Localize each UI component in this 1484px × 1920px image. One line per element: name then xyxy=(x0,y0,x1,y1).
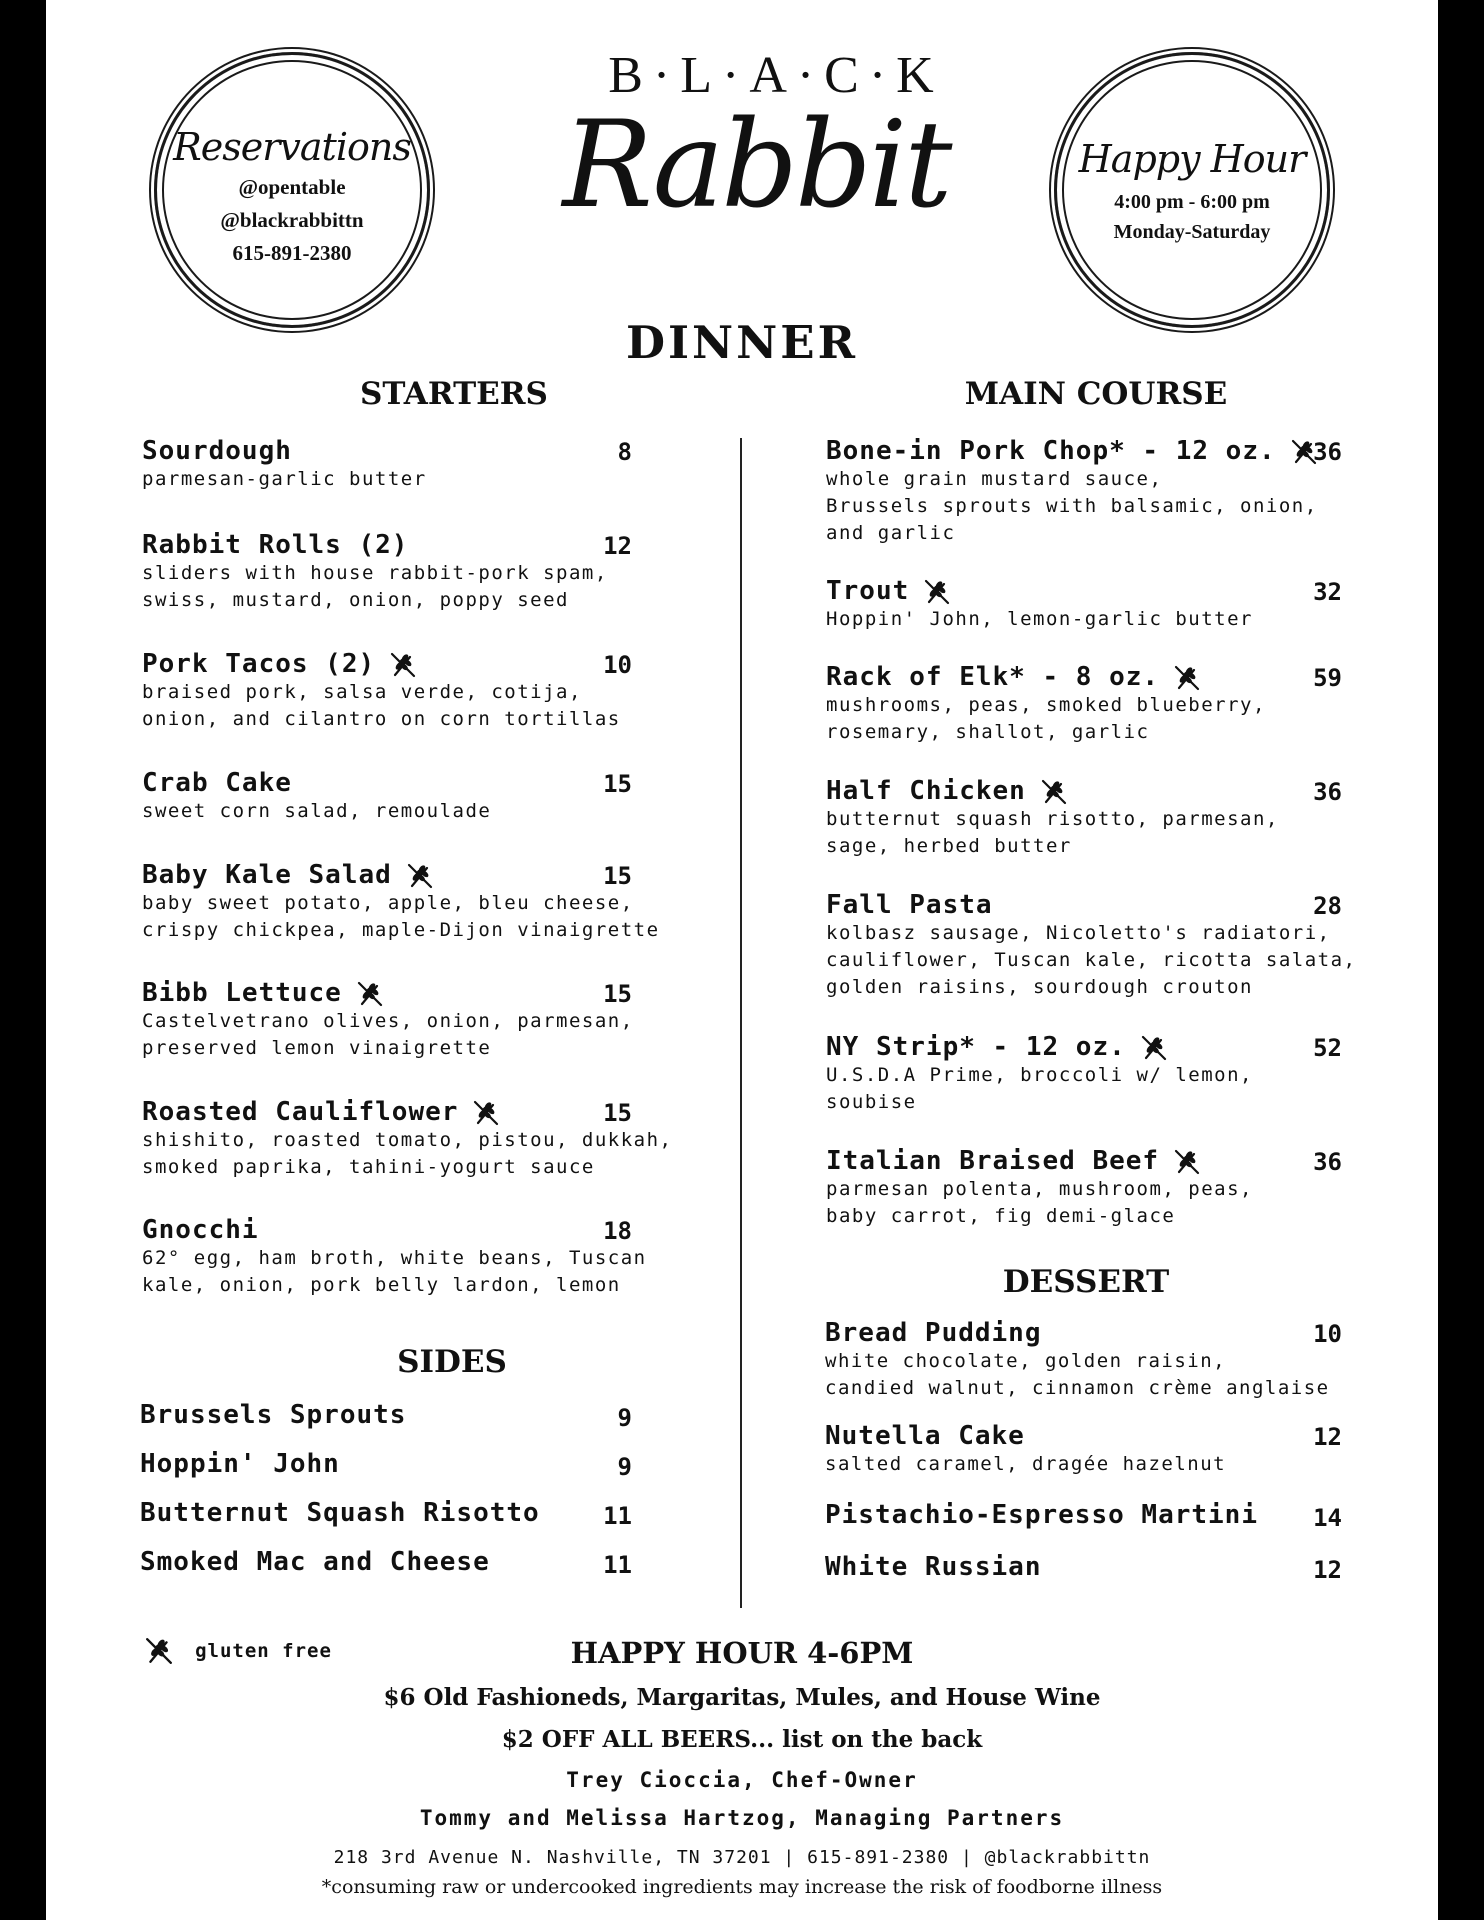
gluten-free-icon xyxy=(472,1099,500,1127)
side-item xyxy=(140,1498,720,1528)
item-desc: white chocolate, golden raisin, candied walnut, cinnamon crème anglaise xyxy=(825,1350,1330,1399)
item-desc: parmesan polenta, mushroom, peas, baby carrot, fig demi-glace xyxy=(826,1178,1253,1227)
item-name: Half Chicken xyxy=(826,776,1406,806)
menu-item xyxy=(142,436,722,493)
item-name: Baby Kale Salad xyxy=(142,860,722,890)
menu-item xyxy=(826,776,1406,860)
gluten-free-icon xyxy=(923,578,951,606)
item-desc: sweet corn salad, remoulade xyxy=(142,800,492,822)
item-name: Pork Tacos (2) xyxy=(142,649,722,679)
legend-label: gluten free xyxy=(195,1640,332,1662)
item-price: 10 xyxy=(1313,1320,1342,1348)
side-item xyxy=(140,1547,720,1577)
menu-item xyxy=(825,1552,1415,1582)
item-name: Bread Pudding xyxy=(825,1318,1042,1348)
gluten-free-icon xyxy=(1040,778,1068,806)
drinks-line: $6 Old Fashioneds, Margaritas, Mules, and House Wine xyxy=(383,1684,1101,1711)
menu-item xyxy=(826,890,1406,1001)
menu-item xyxy=(142,768,722,825)
happy-hour-badge xyxy=(1054,52,1330,328)
item-desc: salted caramel, dragée hazelnut xyxy=(825,1453,1227,1475)
item-price: 32 xyxy=(1313,578,1342,606)
item-name: Rabbit Rolls (2) xyxy=(142,530,409,560)
side-item xyxy=(140,1449,720,1479)
brand-logo: Rabbit xyxy=(562,96,950,235)
address-line: 218 3rd Avenue N. Nashville, TN 37201 | 615-891-2380 | @blackrabbittn xyxy=(333,1847,1151,1868)
item-name: Nutella Cake xyxy=(825,1421,1025,1451)
reservations-opentable: @opentable xyxy=(238,175,346,199)
happy-hour-time: 4:00 pm - 6:00 pm xyxy=(1114,191,1270,213)
item-price: 59 xyxy=(1313,664,1342,692)
item-desc: parmesan-garlic butter xyxy=(142,468,427,490)
item-name: Brussels Sprouts xyxy=(140,1400,407,1430)
item-name: Hoppin' John xyxy=(140,1449,340,1479)
menu-item xyxy=(142,649,722,733)
item-desc: butternut squash risotto, parmesan, sage, herbed butter xyxy=(826,808,1279,857)
main-course-heading: MAIN COURSE xyxy=(964,376,1228,412)
menu-item xyxy=(142,1097,722,1181)
gluten-free-icon xyxy=(1140,1034,1168,1062)
menu-item xyxy=(142,530,722,614)
item-name: Trout xyxy=(826,576,1406,606)
item-desc: U.S.D.A Prime, broccoli w/ lemon, soubise xyxy=(826,1064,1253,1113)
item-desc: Hoppin' John, lemon-garlic butter xyxy=(826,608,1253,630)
item-desc: shishito, roasted tomato, pistou, dukkah, smoked paprika, tahini-yogurt sauce xyxy=(142,1129,673,1178)
item-desc: braised pork, salsa verde, cotija, onion, and cilantro on corn tortillas xyxy=(142,681,621,730)
reservations-title: Reservations xyxy=(173,125,411,169)
item-name: Sourdough xyxy=(142,436,292,466)
item-desc: Castelvetrano olives, onion, parmesan, preserved lemon vinaigrette xyxy=(142,1010,634,1059)
partners-credit: Tommy and Melissa Hartzog, Managing Partners xyxy=(419,1806,1065,1830)
happy-hour-days: Monday-Saturday xyxy=(1113,221,1271,243)
menu-item xyxy=(825,1421,1415,1478)
starters-heading: STARTERS xyxy=(360,376,548,412)
gluten-free-icon xyxy=(406,862,434,890)
item-name: Smoked Mac and Cheese xyxy=(140,1547,490,1577)
item-name: Bibb Lettuce xyxy=(142,978,722,1008)
item-name: Gnocchi xyxy=(142,1215,259,1245)
menu-item xyxy=(142,860,722,944)
menu-item xyxy=(142,978,722,1062)
item-price: 12 xyxy=(603,532,632,560)
item-price: 8 xyxy=(617,438,632,466)
side-item xyxy=(140,1400,720,1430)
item-price: 11 xyxy=(603,1502,632,1530)
item-name: Fall Pasta xyxy=(826,890,993,920)
item-name: Butternut Squash Risotto xyxy=(140,1498,540,1528)
item-price: 9 xyxy=(617,1404,632,1432)
menu-item xyxy=(142,1215,722,1299)
item-name: Rack of Elk* - 8 oz. xyxy=(826,662,1406,692)
item-price: 36 xyxy=(1313,778,1342,806)
menu-page xyxy=(46,0,1438,1920)
item-price: 36 xyxy=(1313,1148,1342,1176)
item-price: 10 xyxy=(603,651,632,679)
item-name: Pistachio-Espresso Martini xyxy=(825,1500,1258,1530)
health-warning: *consuming raw or undercooked ingredients may increase the risk of foodborne illness xyxy=(321,1876,1163,1898)
sides-heading: SIDES xyxy=(397,1344,507,1380)
item-price: 14 xyxy=(1313,1504,1342,1532)
item-price: 28 xyxy=(1313,892,1342,920)
item-name: NY Strip* - 12 oz. xyxy=(826,1032,1406,1062)
item-price: 15 xyxy=(603,862,632,890)
happy-hour-title: Happy Hour xyxy=(1078,137,1306,181)
item-price: 11 xyxy=(603,1551,632,1579)
item-price: 52 xyxy=(1313,1034,1342,1062)
dessert-heading: DESSERT xyxy=(1002,1264,1170,1300)
beers-line: $2 OFF ALL BEERS... list on the back xyxy=(501,1726,983,1753)
item-price: 15 xyxy=(603,980,632,1008)
item-desc: mushrooms, peas, smoked blueberry, rosemary, shallot, garlic xyxy=(826,694,1266,743)
item-price: 12 xyxy=(1313,1556,1342,1584)
item-desc: whole grain mustard sauce, Brussels sprouts with balsamic, onion, and garlic xyxy=(826,468,1318,544)
item-price: 36 xyxy=(1313,438,1342,466)
item-name: Roasted Cauliflower xyxy=(142,1097,722,1127)
item-name: Bone-in Pork Chop* - 12 oz. xyxy=(826,436,1406,466)
item-price: 15 xyxy=(603,1099,632,1127)
item-price: 9 xyxy=(617,1453,632,1481)
item-name: Italian Braised Beef xyxy=(826,1146,1406,1176)
chef-credit: Trey Cioccia, Chef-Owner xyxy=(566,1768,918,1792)
item-name: White Russian xyxy=(825,1552,1042,1582)
gluten-free-icon xyxy=(1173,664,1201,692)
gluten-free-icon xyxy=(356,980,384,1008)
reservations-badge xyxy=(154,52,430,328)
menu-item xyxy=(826,1032,1406,1116)
reservations-phone: 615-891-2380 xyxy=(232,241,352,265)
page-title: DINNER xyxy=(625,316,859,369)
item-desc: sliders with house rabbit-pork spam, swiss, mustard, onion, poppy seed xyxy=(142,562,608,611)
menu-item xyxy=(826,436,1406,547)
menu-item xyxy=(826,576,1406,633)
menu-item xyxy=(825,1500,1415,1530)
menu-item xyxy=(825,1318,1415,1402)
reservations-handle: @blackrabbittn xyxy=(220,208,364,232)
column-divider xyxy=(740,438,742,1608)
menu-item xyxy=(826,1146,1406,1230)
menu-item xyxy=(826,662,1406,746)
gluten-free-icon xyxy=(389,651,417,679)
happy-hour-footer-title: HAPPY HOUR 4-6PM xyxy=(570,1636,914,1670)
item-price: 12 xyxy=(1313,1423,1342,1451)
item-desc: kolbasz sausage, Nicoletto's radiatori, cauliflower, Tuscan kale, ricotta salata, golden raisins, sourdough crouton xyxy=(826,922,1357,998)
item-price: 18 xyxy=(603,1217,632,1245)
gluten-free-icon xyxy=(1173,1148,1201,1176)
brand-top: B·L·A·C·K xyxy=(608,47,944,104)
item-name: Crab Cake xyxy=(142,768,292,798)
item-desc: baby sweet potato, apple, bleu cheese, crispy chickpea, maple-Dijon vinaigrette xyxy=(142,892,660,941)
item-price: 15 xyxy=(603,770,632,798)
item-desc: 62° egg, ham broth, white beans, Tuscan kale, onion, pork belly lardon, lemon xyxy=(142,1247,647,1296)
